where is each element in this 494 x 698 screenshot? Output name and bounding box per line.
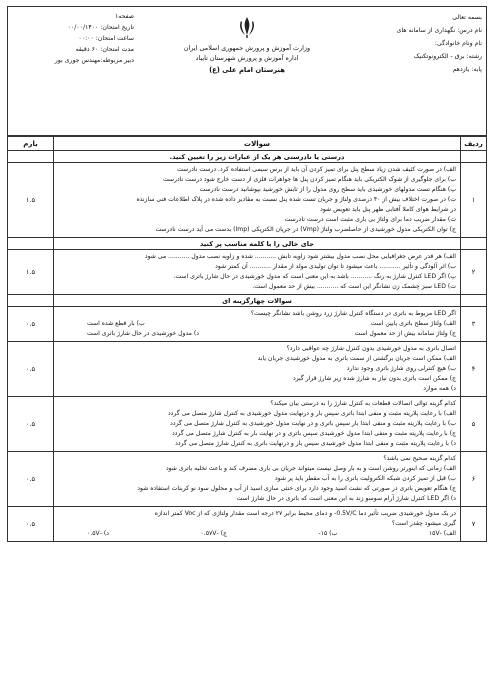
- question-body: [54, 452, 461, 507]
- question-number: ۲: [461, 250, 487, 295]
- question-body: [54, 342, 461, 397]
- header-right-block: [317, 11, 482, 76]
- option-c: ج) -۰.۵۷V: [200, 530, 227, 537]
- question-line: پ) هنگام تست مدولهای خورشیدی باید سطح روی مدول را از تابش خورشید بپوشانید درست نادرست: [199, 186, 456, 193]
- true-false-section-title: درستی یا نادرستی هر یک از عبارات زیر را تعیین کنید.: [54, 151, 461, 163]
- exam-header: [7, 6, 487, 136]
- question-line: ب) هیچ کنترلی روی شارژ باتری وجود ندارد: [346, 365, 456, 372]
- question-score: ۱.۵: [8, 250, 54, 295]
- question-row: [8, 342, 487, 397]
- question-number: ۳: [461, 307, 487, 342]
- question-line: اتصال باتری به مدول خورشیدی بدون کنترل شارژ چه عواقبی دارد؟: [286, 345, 456, 352]
- section-title-row: [8, 151, 487, 163]
- basmala: بسمه تعالی: [452, 14, 482, 21]
- section-title-row: [8, 238, 487, 250]
- question-line: الف) ممکن است جریان برگشتی از سمت باتری به مدول خورشیدی جریان یابد: [257, 355, 456, 362]
- table-header-row: [8, 137, 487, 151]
- grade-level: پایه: یازدهم: [452, 66, 482, 73]
- question-line: د) با رعایت پلاریته مثبت و منفی ابتدا مدول خورشیدی سپس بار و درنهایت باتری به کنترل شارژ متصل می گردد: [175, 440, 456, 447]
- question-line: د) همه موارد: [423, 385, 456, 392]
- question-number: ۵: [461, 397, 487, 452]
- question-score: ۰.۵: [8, 307, 54, 342]
- option-d: د) مدول خورشیدی در حال شارژ باتری است: [87, 330, 199, 337]
- ministry-name: وزارت آموزش و پرورش جمهوری اسلامی ایران: [183, 44, 311, 52]
- question-number: ۱: [461, 163, 487, 238]
- question-line: پ) اگر LED کنترل شارژ به رنگ ........... باشد به این معنی است که مدول خورشیدی در حال شارژ باتری است.: [173, 273, 456, 280]
- question-line: ب) برای جلوگیری از شوک الکتریکی باید هنگام تمیز کردن پنل ها جواهرات فلزی از دست خارج شود درست نادرست: [162, 176, 456, 183]
- question-row: [8, 507, 487, 542]
- question-line: ب) اثر آلودگی و تأثیر ........... باعث میشود تا توان تولیدی مولد از مقدار ........... آن کمتر شود: [215, 263, 456, 270]
- question-line: د) اگر LED کنترل شارژ آرام سوسو زند به این معنی است که باتری در حال شارژ است: [236, 495, 456, 502]
- question-stem: اگر LED مربوط به باتری در دستگاه کنترل شارژ زرد روشن باشد نشانگر چیست؟: [250, 310, 456, 317]
- option-c: ج) ولتاژ سامانه بیش از حد معمول است: [354, 330, 456, 337]
- question-line: الف) هر قدر عرض جغرافیایی محل نصب مدول بیشتر شود زاویه تابش ........... شده و زاویه نصب مدول ........... می شود: [144, 253, 456, 260]
- option-b: ب) بار قطع شده است: [87, 320, 145, 327]
- question-line: گیری میشود چقدر است؟: [391, 520, 456, 527]
- question-body: [54, 397, 461, 452]
- question-row: [8, 250, 487, 295]
- teacher-name: دبیر مربوطه:مهندس جوری بور: [54, 57, 134, 64]
- question-score: ۰.۵: [8, 397, 54, 452]
- question-score: ۰.۵: [8, 342, 54, 397]
- question-line: الف) زمانی که اینورتر روشن است و به بار وصل نیست میتواند جریان بی باری مصرف کند و باعث تخلیه باتری شود: [165, 465, 456, 472]
- question-body: [54, 507, 461, 542]
- question-score: ۰.۵: [8, 507, 54, 542]
- iran-emblem-icon: [236, 15, 258, 39]
- question-number: ۴: [461, 342, 487, 397]
- question-body: [54, 250, 461, 295]
- question-number: ۷: [461, 507, 487, 542]
- score-header: بارم: [8, 137, 54, 151]
- option-a: الف) -۱۵V: [428, 530, 456, 537]
- options-line: [57, 529, 456, 539]
- questions-table: [7, 136, 487, 542]
- question-line: ب) قبل از تمیز کردن شبکه الکترولیت باتری را به آب مقطر باید پر شود: [274, 475, 456, 482]
- question-line: ج) هنگام تعویض باتری در صورتی که نشت اسید وجود دارد برای خنثی سازی اسید از آب و محلول سود نو کربنات استفاده شود: [137, 485, 456, 492]
- question-line: الف) در صورت کثیف شدن زیاد سطح پنل برای تمیز کردن آن باید از برس سیمی استفاده کرد. درست نادرست: [177, 166, 456, 173]
- question-line: کدام گزینه صحیح نمی باشد؟: [383, 455, 456, 462]
- options-line: [57, 329, 456, 339]
- question-score: ۰.۵: [8, 452, 54, 507]
- section-title-row: [8, 295, 487, 307]
- page-number: صفحه۱: [114, 13, 134, 20]
- exam-time: ساعت امتحان: ۰۰:۰۰: [78, 35, 134, 42]
- course-name: نام درس: نگهداری از سامانه های: [396, 27, 482, 34]
- exam-duration: مدت امتحان: ۶۰ دقیقه: [75, 46, 134, 53]
- question-line: در شرایط هوای کاملا آفتابی ظهر پنل باید تعویض شود: [320, 206, 456, 213]
- school-name: هنرستان امام علی (ع): [209, 66, 285, 74]
- question-line: الف) با رعایت پلاریته مثبت و منفی ابتدا باتری سپس بار و درنهایت مدول خورشیدی به کنترل شارژ متصل می گردد: [167, 410, 456, 417]
- question-row: [8, 307, 487, 342]
- question-score: ۱.۵: [8, 163, 54, 238]
- field-of-study: رشته: برق - الکترونوتکنیک: [413, 53, 482, 60]
- question-line: ت) در صورت اختلاف بیش از ۴۰ درصدی ولتاژ و جریان تست شده پنل نسبت به مقادیر داده شده در پلاک اطلاعات فنی سازنده: [136, 196, 456, 203]
- row-number-header: ردیف: [461, 137, 487, 151]
- question-number: ۶: [461, 452, 487, 507]
- question-line: در یک مدول خورشیدی ضریب تأثیر دما ‎-0.5V/C‎ و دمای محیط برابر ۲۷ درجه است مقدار ولتاژی که از Voc کمتر اندازه: [154, 510, 456, 517]
- question-line: ج) ممکن است باتری بدون نیاز به شارژ شده زیر شارژ قرار گیرد: [292, 375, 456, 382]
- education-office: اداره آموزش و پرورش شهرستان تایباد: [195, 54, 299, 62]
- multiple-choice-section-title: سوالات چهارگزینه ای: [54, 295, 461, 307]
- header-left-block: [14, 11, 134, 66]
- question-line: ج) توان الکتریکی مدول خورشیدی از حاصلضرب ولتاژ (Vmp) در جریان الکتریکی (Imp) بدست می آید درست نادرست: [155, 226, 456, 233]
- questions-header: سوالات: [54, 137, 461, 151]
- question-body: [54, 307, 461, 342]
- option-b: ب) ۱۵-: [318, 530, 338, 537]
- options-line: [57, 319, 456, 329]
- question-line: ت) LED سبز چشمک زن نشانگر این است که ........... بیش از حد معمول است.: [252, 283, 456, 290]
- fill-blank-section-title: جای خالی را با کلمه مناسب پر کنید: [54, 238, 461, 250]
- question-line: ث) مقدار ضریب دما برای ولتاژ بی باری مثبت است درست نادرست: [284, 216, 456, 223]
- option-a: الف) ولتاژ سطح باتری پایین است: [370, 320, 456, 327]
- question-row: [8, 163, 487, 238]
- question-line: ب) با رعایت پلاریته مثبت و منفی ابتدا بار سپس باتری و در نهایت مدول خورشیدی به کنترل شارژ متصل می گردد: [170, 420, 456, 427]
- question-row: [8, 397, 487, 452]
- question-line: کدام گزینه توالی اتصالات قطعات به کنترل شارژ را به درستی بیان میکند؟: [270, 400, 456, 407]
- question-row: [8, 452, 487, 507]
- exam-date: تاریخ امتحان: ۰۰/۰۰/۱۴۰۰: [67, 24, 134, 31]
- question-body: [54, 163, 461, 238]
- student-name-field: نام ونام خانوادگی:: [434, 40, 482, 47]
- option-d: د) -۰.۵V: [87, 530, 109, 537]
- question-line: ج) با رعایت پلاریته مثبت و منفی ابتدا مدول خورشیدی سپس باتری و در نهایت بار به کنترل شارژ متصل می گردد: [171, 430, 456, 437]
- header-center-block: [158, 15, 336, 75]
